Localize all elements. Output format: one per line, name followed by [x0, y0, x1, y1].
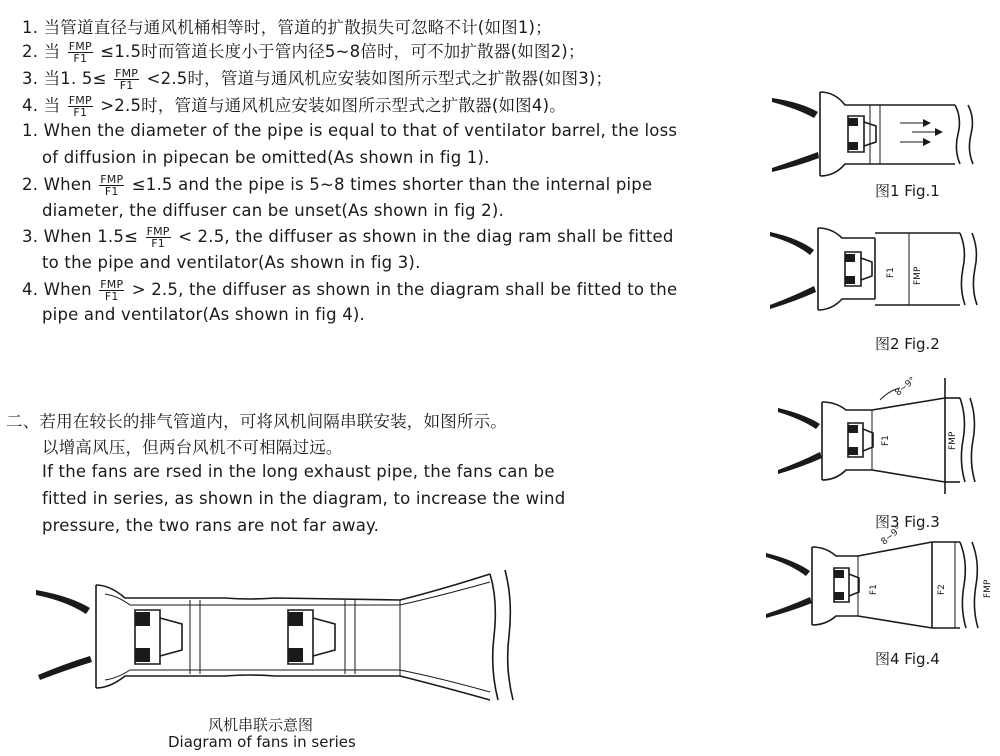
rule-en-1: 1. When the diameter of the pipe is equal to that of ventilator barrel, the loss [22, 121, 678, 140]
inflow-arrow [766, 553, 810, 576]
label-fmp: FMP [983, 579, 993, 598]
ratio-fraction: $\frac{\text{FMP}}{F1}$ [115, 67, 139, 92]
fig4-diagram [766, 525, 993, 628]
angle-label: 8~9° [893, 375, 918, 399]
fig1-caption: 图1 Fig.1 [875, 182, 940, 200]
rule-en-2-cont: diameter, the diffuser can be unset(As shown in fig 2). [42, 201, 504, 220]
series-caption-zh: 风机串联示意图 [208, 716, 314, 734]
series-diagram [36, 570, 513, 700]
inflow-arrow [778, 452, 822, 474]
rule-zh-3: 3. 当1. 5≤ $\frac{\text{FMP}}{F1}$ <2.5时，管道与通风机应安装如图所示型式之扩散器(如图3)； [22, 67, 613, 92]
ratio-fraction: $\frac{\text{FMP}}{F1}$ [68, 40, 92, 65]
inflow-arrow [772, 98, 818, 118]
rule-en-2: 2. When $\frac{\text{FMP}}{F1}$ ≤1.5 and the pipe is 5~8 times shorter than the internal pipe [22, 173, 653, 198]
series-en-3: pressure, the two rans are not far away. [42, 516, 380, 535]
rule-zh-2: 2. 当 $\frac{\text{FMP}}{F1}$ ≤1.5时而管道长度小于管内径5~8倍时，可不加扩散器(如图2)； [22, 40, 585, 65]
fig4-caption: 图4 Fig.4 [875, 650, 940, 668]
fig2-diagram [770, 228, 977, 310]
inflow-arrow [766, 597, 812, 618]
ratio-fraction: $\frac{\text{FMP}}{F1}$ [100, 173, 124, 198]
inflow-arrow [770, 286, 816, 309]
fig2-caption: 图2 Fig.2 [875, 335, 940, 353]
series-en-2: fitted in series, as shown in the diagram, to increase the wind [42, 489, 566, 508]
rule-en-3-cont: to the pipe and ventilator(As shown in fig 3). [42, 253, 421, 272]
ratio-fraction: $\frac{\text{FMP}}{F1}$ [146, 225, 170, 250]
inflow-arrow [770, 232, 814, 255]
rule-zh-4: 4. 当 $\frac{\text{FMP}}{F1}$ >2.5时，管道与通风机应安装如图所示型式之扩散器(如图4)。 [22, 94, 566, 119]
angle-label: 8~9° [879, 524, 904, 548]
rule-en-3: 3. When 1.5≤ $\frac{\text{FMP}}{F1}$ < 2.5, the diffuser as shown in the diag ram shall be fitted [22, 225, 674, 250]
inflow-arrow [36, 590, 90, 614]
label-f1: F1 [881, 435, 891, 446]
fig3-diagram [778, 376, 975, 494]
inflow-arrow [38, 656, 92, 680]
inflow-arrow [778, 408, 820, 429]
label-f1: F1 [869, 584, 879, 595]
series-caption-en: Diagram of fans in series [168, 733, 356, 751]
series-en-1: If the fans are rsed in the long exhaust pipe, the fans can be [42, 462, 555, 481]
inflow-arrow [772, 152, 819, 172]
fig1-diagram [772, 92, 973, 176]
label-f2: F2 [937, 584, 947, 595]
rule-en-1-cont: of diffusion in pipecan be omitted(As shown in fig 1). [42, 148, 490, 167]
rule-en-4-cont: pipe and ventilator(As shown in fig 4). [42, 305, 365, 324]
rule-zh-1: 1. 当管道直径与通风机桶相等时，管道的扩散损失可忽略不计(如图1)； [22, 18, 552, 37]
rule-en-4: 4. When $\frac{\text{FMP}}{F1}$ > 2.5, the diffuser as shown in the diagram shall be fitted to the [22, 278, 678, 303]
label-fmp: FMP [913, 266, 923, 285]
series-zh-1: 二、若用在较长的排气管道内，可将风机间隔串联安装，如图所示。 [6, 412, 507, 431]
label-f1: F1 [886, 267, 896, 278]
series-zh-2: 以增高风压，但两台风机不可相隔过远。 [42, 438, 343, 457]
ratio-fraction: $\frac{\text{FMP}}{F1}$ [100, 278, 124, 303]
label-fmp: FMP [948, 431, 958, 450]
fig3-caption: 图3 Fig.3 [875, 513, 940, 531]
ratio-fraction: $\frac{\text{FMP}}{F1}$ [68, 94, 92, 119]
